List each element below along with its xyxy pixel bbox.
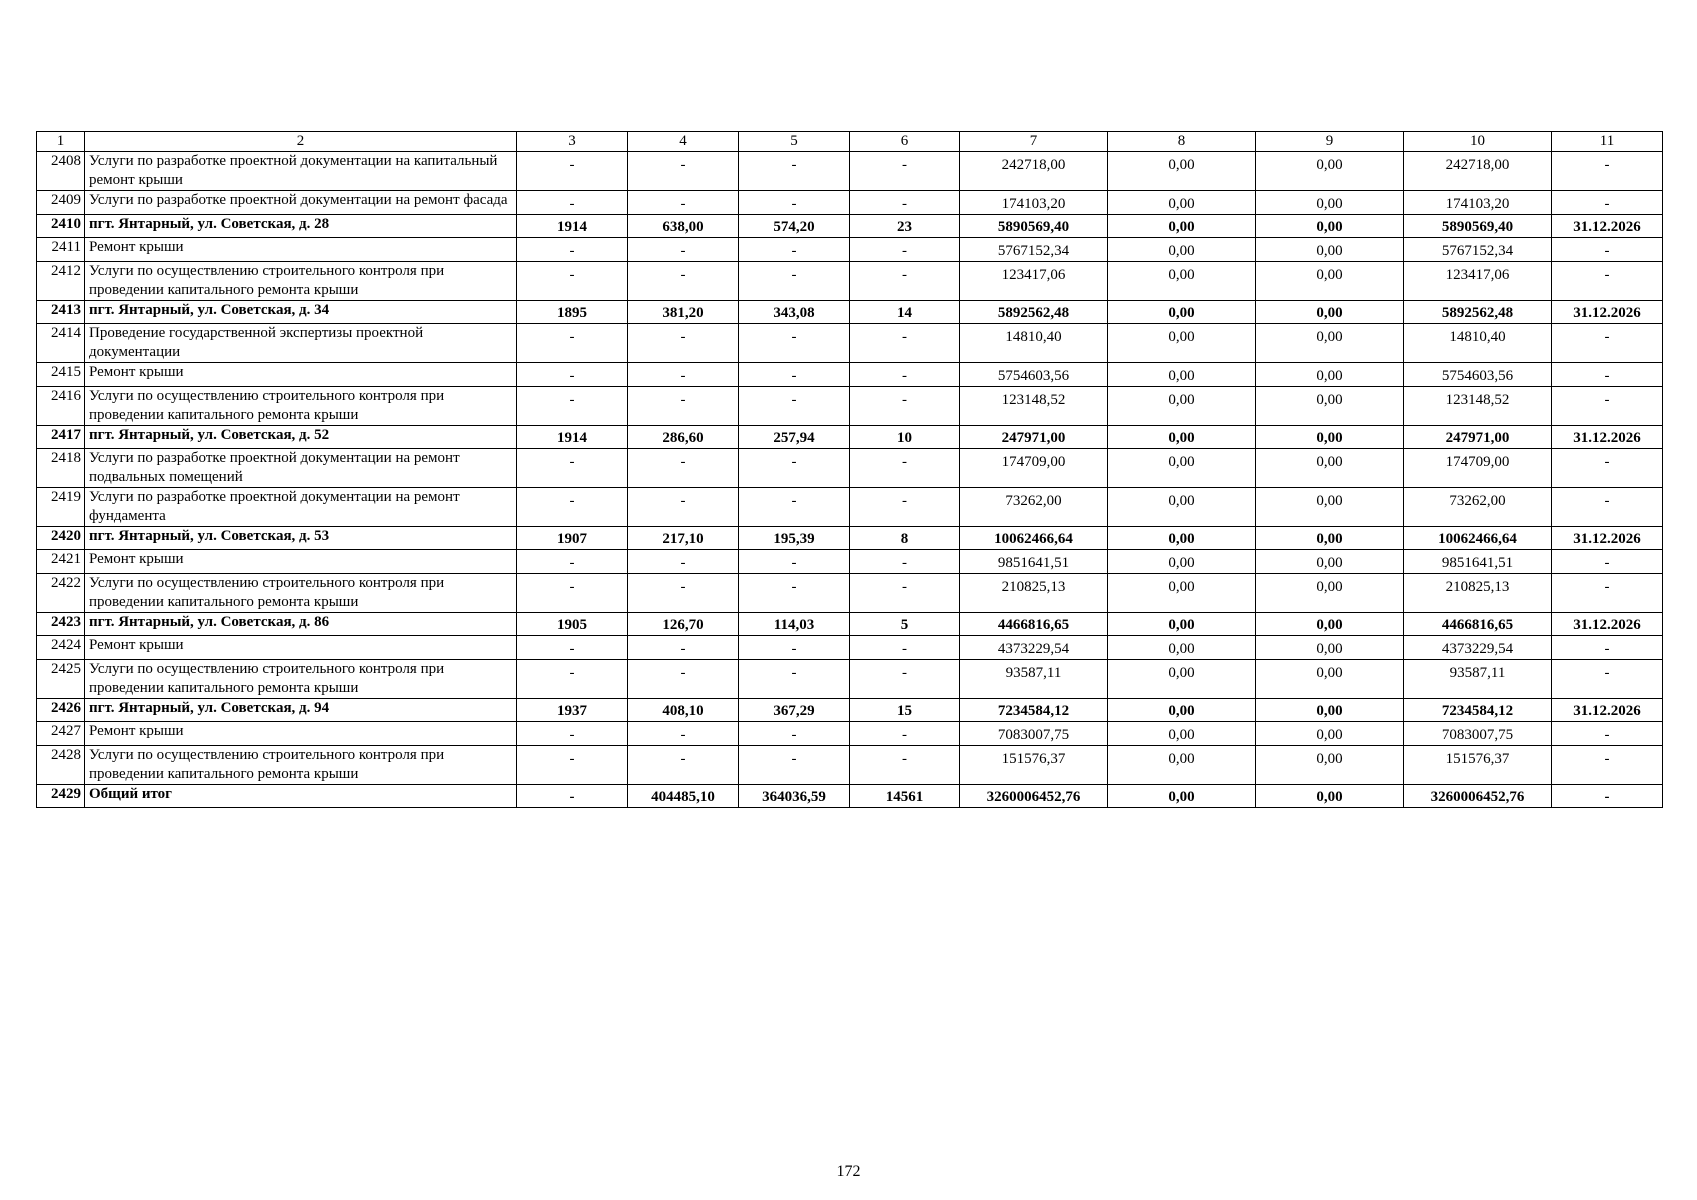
address-row [37,527,1663,550]
cell-area-total: - [628,363,739,387]
cell-owner-cost: 5890569,40 [1404,215,1552,238]
cell-item-name: Услуги по разработке проектной документации на ремонт подвальных помещений [85,449,517,488]
cell-area-living: - [739,387,850,426]
cell-row-number: 2413 [37,301,85,324]
header-cell-fund-cost: 8 [1108,132,1256,152]
cell-fund-cost: 0,00 [1108,785,1256,808]
cell-fund-cost: 0,00 [1108,262,1256,301]
cell-area-total: - [628,574,739,613]
cell-area-living: - [739,746,850,785]
cell-item-name: пгт. Янтарный, ул. Советская, д. 53 [85,527,517,550]
cell-budget-cost: 0,00 [1256,613,1404,636]
cell-budget-cost: 0,00 [1256,550,1404,574]
header-cell-deadline: 11 [1552,132,1663,152]
cell-owner-cost: 210825,13 [1404,574,1552,613]
cell-budget-cost: 0,00 [1256,262,1404,301]
cell-area-living: - [739,574,850,613]
cell-budget-cost: 0,00 [1256,387,1404,426]
cell-item-name: Ремонт крыши [85,238,517,262]
cell-area-total: - [628,191,739,215]
cell-total-cost: 5754603,56 [960,363,1108,387]
cell-area-living: 257,94 [739,426,850,449]
cell-owner-cost: 4466816,65 [1404,613,1552,636]
cell-deadline: - [1552,660,1663,699]
cell-row-number: 2417 [37,426,85,449]
cell-item-name: Услуги по осуществлению строительного контроля при проведении капитального ремонта крыши [85,387,517,426]
cell-area-total: - [628,152,739,191]
page-number: 172 [836,1163,861,1180]
cell-residents: - [850,636,960,660]
cell-fund-cost: 0,00 [1108,449,1256,488]
cell-deadline: - [1552,746,1663,785]
cell-area-total: - [628,387,739,426]
cell-item-name: Услуги по разработке проектной документации на капитальный ремонт крыши [85,152,517,191]
cell-fund-cost: 0,00 [1108,746,1256,785]
cell-deadline: - [1552,785,1663,808]
header-cell-year: 3 [517,132,628,152]
header-cell-owner-cost: 10 [1404,132,1552,152]
cell-fund-cost: 0,00 [1108,488,1256,527]
table-row [37,722,1663,746]
cell-area-living: - [739,191,850,215]
cell-area-total: - [628,722,739,746]
cell-residents: - [850,387,960,426]
cell-total-cost: 93587,11 [960,660,1108,699]
cell-deadline: - [1552,387,1663,426]
cell-area-total: - [628,449,739,488]
cell-row-number: 2418 [37,449,85,488]
cell-row-number: 2425 [37,660,85,699]
cell-item-name: Услуги по осуществлению строительного контроля при проведении капитального ремонта крыши [85,574,517,613]
cell-year: - [517,722,628,746]
cell-total-cost: 3260006452,76 [960,785,1108,808]
header-cell-budget-cost: 9 [1256,132,1404,152]
cell-area-living: - [739,722,850,746]
cell-total-cost: 123148,52 [960,387,1108,426]
cell-budget-cost: 0,00 [1256,746,1404,785]
cell-year: - [517,191,628,215]
cell-deadline: - [1552,488,1663,527]
cell-item-name: Ремонт крыши [85,722,517,746]
cell-deadline: - [1552,636,1663,660]
cell-area-total: 126,70 [628,613,739,636]
cell-owner-cost: 174103,20 [1404,191,1552,215]
cell-area-living: - [739,550,850,574]
cell-year: - [517,574,628,613]
table-row [37,238,1663,262]
header-cell-area-total: 4 [628,132,739,152]
cell-area-total: - [628,324,739,363]
cell-year: - [517,636,628,660]
cell-fund-cost: 0,00 [1108,238,1256,262]
cell-total-cost: 73262,00 [960,488,1108,527]
cell-budget-cost: 0,00 [1256,699,1404,722]
cell-row-number: 2421 [37,550,85,574]
cell-total-cost: 210825,13 [960,574,1108,613]
table-row [37,574,1663,613]
cell-residents: - [850,262,960,301]
cell-item-name: Ремонт крыши [85,363,517,387]
cell-fund-cost: 0,00 [1108,215,1256,238]
cell-row-number: 2411 [37,238,85,262]
cell-budget-cost: 0,00 [1256,191,1404,215]
cell-item-name: пгт. Янтарный, ул. Советская, д. 34 [85,301,517,324]
cell-budget-cost: 0,00 [1256,722,1404,746]
cell-budget-cost: 0,00 [1256,152,1404,191]
cell-area-living: - [739,636,850,660]
cell-area-living: - [739,324,850,363]
cell-residents: - [850,191,960,215]
cell-budget-cost: 0,00 [1256,488,1404,527]
cell-year: - [517,660,628,699]
address-row [37,301,1663,324]
cell-total-cost: 10062466,64 [960,527,1108,550]
cell-item-name: пгт. Янтарный, ул. Советская, д. 28 [85,215,517,238]
cell-year: - [517,550,628,574]
cell-area-living: 343,08 [739,301,850,324]
header-cell-total-cost: 7 [960,132,1108,152]
cell-deadline: 31.12.2026 [1552,215,1663,238]
cell-budget-cost: 0,00 [1256,636,1404,660]
cell-deadline: - [1552,324,1663,363]
cell-fund-cost: 0,00 [1108,387,1256,426]
cell-total-cost: 242718,00 [960,152,1108,191]
cell-area-total: - [628,636,739,660]
cell-budget-cost: 0,00 [1256,449,1404,488]
cell-budget-cost: 0,00 [1256,785,1404,808]
table-row [37,488,1663,527]
cell-residents: - [850,746,960,785]
cell-total-cost: 5892562,48 [960,301,1108,324]
cell-total-cost: 123417,06 [960,262,1108,301]
cell-area-living: - [739,262,850,301]
cell-deadline: 31.12.2026 [1552,613,1663,636]
cell-item-name: пгт. Янтарный, ул. Советская, д. 86 [85,613,517,636]
cell-fund-cost: 0,00 [1108,426,1256,449]
cell-owner-cost: 5892562,48 [1404,301,1552,324]
cell-fund-cost: 0,00 [1108,636,1256,660]
table-row [37,363,1663,387]
cell-fund-cost: 0,00 [1108,660,1256,699]
cell-total-cost: 5767152,34 [960,238,1108,262]
cell-total-cost: 5890569,40 [960,215,1108,238]
cell-row-number: 2424 [37,636,85,660]
cell-deadline: - [1552,238,1663,262]
header-row [37,132,1663,152]
cell-owner-cost: 7083007,75 [1404,722,1552,746]
table-row [37,387,1663,426]
cell-budget-cost: 0,00 [1256,527,1404,550]
cell-owner-cost: 73262,00 [1404,488,1552,527]
cell-total-cost: 4466816,65 [960,613,1108,636]
cell-fund-cost: 0,00 [1108,301,1256,324]
cell-row-number: 2412 [37,262,85,301]
cell-item-name: Проведение государственной экспертизы проектной документации [85,324,517,363]
cell-residents: - [850,722,960,746]
cell-residents: - [850,449,960,488]
cell-year: - [517,785,628,808]
cell-area-living: 367,29 [739,699,850,722]
cell-item-name: Услуги по осуществлению строительного контроля при проведении капитального ремонта крыши [85,262,517,301]
table-row [37,449,1663,488]
cell-area-total: - [628,262,739,301]
cell-year: - [517,324,628,363]
cell-residents: - [850,574,960,613]
address-row [37,785,1663,808]
cell-year: 1895 [517,301,628,324]
cell-item-name: Ремонт крыши [85,636,517,660]
cell-year: - [517,387,628,426]
cell-row-number: 2429 [37,785,85,808]
cell-area-living: - [739,449,850,488]
cell-owner-cost: 5767152,34 [1404,238,1552,262]
cell-total-cost: 9851641,51 [960,550,1108,574]
cell-row-number: 2428 [37,746,85,785]
cell-budget-cost: 0,00 [1256,301,1404,324]
cell-total-cost: 14810,40 [960,324,1108,363]
cell-budget-cost: 0,00 [1256,324,1404,363]
cell-residents: 10 [850,426,960,449]
cell-row-number: 2419 [37,488,85,527]
header-cell-residents: 6 [850,132,960,152]
cell-owner-cost: 151576,37 [1404,746,1552,785]
cell-deadline: 31.12.2026 [1552,527,1663,550]
cell-deadline: - [1552,262,1663,301]
header-cell-area-living: 5 [739,132,850,152]
cell-year: 1914 [517,426,628,449]
cell-residents: 5 [850,613,960,636]
cell-area-living: 114,03 [739,613,850,636]
cell-area-total: - [628,550,739,574]
cell-row-number: 2415 [37,363,85,387]
cell-fund-cost: 0,00 [1108,527,1256,550]
cell-owner-cost: 93587,11 [1404,660,1552,699]
cell-year: - [517,363,628,387]
cell-area-living: 364036,59 [739,785,850,808]
cell-residents: 8 [850,527,960,550]
cell-budget-cost: 0,00 [1256,238,1404,262]
cell-area-total: 217,10 [628,527,739,550]
cell-year: - [517,262,628,301]
cell-deadline: 31.12.2026 [1552,301,1663,324]
cell-area-total: - [628,660,739,699]
cell-area-total: - [628,238,739,262]
cell-year: - [517,746,628,785]
cell-item-name: Общий итог [85,785,517,808]
cell-year: 1907 [517,527,628,550]
cell-residents: 23 [850,215,960,238]
cell-area-total: 381,20 [628,301,739,324]
cell-budget-cost: 0,00 [1256,363,1404,387]
cell-deadline: - [1552,449,1663,488]
cell-deadline: - [1552,574,1663,613]
cell-owner-cost: 10062466,64 [1404,527,1552,550]
cell-total-cost: 174709,00 [960,449,1108,488]
cell-fund-cost: 0,00 [1108,550,1256,574]
cell-year: - [517,449,628,488]
cell-row-number: 2426 [37,699,85,722]
cell-total-cost: 7234584,12 [960,699,1108,722]
cell-fund-cost: 0,00 [1108,363,1256,387]
cell-owner-cost: 3260006452,76 [1404,785,1552,808]
cell-owner-cost: 123417,06 [1404,262,1552,301]
address-row [37,699,1663,722]
cell-year: 1905 [517,613,628,636]
cell-budget-cost: 0,00 [1256,215,1404,238]
cell-row-number: 2409 [37,191,85,215]
cell-row-number: 2427 [37,722,85,746]
cell-owner-cost: 123148,52 [1404,387,1552,426]
table-row [37,550,1663,574]
cell-residents: 14 [850,301,960,324]
cell-item-name: Ремонт крыши [85,550,517,574]
cell-owner-cost: 5754603,56 [1404,363,1552,387]
cell-budget-cost: 0,00 [1256,574,1404,613]
cell-total-cost: 151576,37 [960,746,1108,785]
cell-item-name: пгт. Янтарный, ул. Советская, д. 94 [85,699,517,722]
cell-deadline: - [1552,550,1663,574]
cell-owner-cost: 14810,40 [1404,324,1552,363]
table-row [37,191,1663,215]
cell-row-number: 2422 [37,574,85,613]
cell-owner-cost: 242718,00 [1404,152,1552,191]
cell-fund-cost: 0,00 [1108,574,1256,613]
cell-residents: - [850,488,960,527]
cell-area-living: - [739,152,850,191]
table-row [37,262,1663,301]
cell-fund-cost: 0,00 [1108,613,1256,636]
cell-fund-cost: 0,00 [1108,722,1256,746]
cell-deadline: - [1552,363,1663,387]
cell-residents: - [850,660,960,699]
cell-area-living: - [739,363,850,387]
cell-row-number: 2420 [37,527,85,550]
cell-area-total: 408,10 [628,699,739,722]
cell-year: - [517,152,628,191]
cell-area-total: - [628,488,739,527]
cell-owner-cost: 9851641,51 [1404,550,1552,574]
cell-owner-cost: 7234584,12 [1404,699,1552,722]
table-row [37,324,1663,363]
cell-residents: - [850,363,960,387]
cell-residents: - [850,238,960,262]
cell-total-cost: 247971,00 [960,426,1108,449]
cell-row-number: 2414 [37,324,85,363]
cell-row-number: 2410 [37,215,85,238]
table-row [37,660,1663,699]
cell-area-living: - [739,488,850,527]
cell-residents: - [850,324,960,363]
cell-total-cost: 7083007,75 [960,722,1108,746]
cell-area-living: 195,39 [739,527,850,550]
cell-residents: - [850,152,960,191]
cell-owner-cost: 247971,00 [1404,426,1552,449]
cell-fund-cost: 0,00 [1108,324,1256,363]
cell-row-number: 2408 [37,152,85,191]
cell-area-living: 574,20 [739,215,850,238]
cell-row-number: 2416 [37,387,85,426]
cell-budget-cost: 0,00 [1256,426,1404,449]
cell-area-living: - [739,238,850,262]
cell-total-cost: 4373229,54 [960,636,1108,660]
cell-year: 1937 [517,699,628,722]
cell-residents: - [850,550,960,574]
cell-area-total: 286,60 [628,426,739,449]
cell-area-living: - [739,660,850,699]
cell-year: 1914 [517,215,628,238]
cell-year: - [517,488,628,527]
table-row [37,746,1663,785]
header-cell-item-name: 2 [85,132,517,152]
cell-area-total: 404485,10 [628,785,739,808]
cell-deadline: 31.12.2026 [1552,699,1663,722]
data-table [36,131,1663,808]
cell-deadline: - [1552,152,1663,191]
cell-residents: 14561 [850,785,960,808]
cell-item-name: Услуги по осуществлению строительного контроля при проведении капитального ремонта крыши [85,660,517,699]
cell-deadline: - [1552,191,1663,215]
cell-residents: 15 [850,699,960,722]
cell-fund-cost: 0,00 [1108,699,1256,722]
cell-owner-cost: 174709,00 [1404,449,1552,488]
cell-row-number: 2423 [37,613,85,636]
cell-fund-cost: 0,00 [1108,191,1256,215]
table-row [37,152,1663,191]
address-row [37,215,1663,238]
cell-item-name: Услуги по осуществлению строительного контроля при проведении капитального ремонта крыши [85,746,517,785]
cell-deadline: - [1552,722,1663,746]
cell-item-name: пгт. Янтарный, ул. Советская, д. 52 [85,426,517,449]
cell-owner-cost: 4373229,54 [1404,636,1552,660]
cell-deadline: 31.12.2026 [1552,426,1663,449]
header-cell-row-number: 1 [37,132,85,152]
cell-area-total: 638,00 [628,215,739,238]
cell-area-total: - [628,746,739,785]
cell-total-cost: 174103,20 [960,191,1108,215]
table-row [37,636,1663,660]
address-row [37,613,1663,636]
address-row [37,426,1663,449]
cell-budget-cost: 0,00 [1256,660,1404,699]
cell-item-name: Услуги по разработке проектной документации на ремонт фасада [85,191,517,215]
cell-item-name: Услуги по разработке проектной документации на ремонт фундамента [85,488,517,527]
cell-fund-cost: 0,00 [1108,152,1256,191]
cell-year: - [517,238,628,262]
